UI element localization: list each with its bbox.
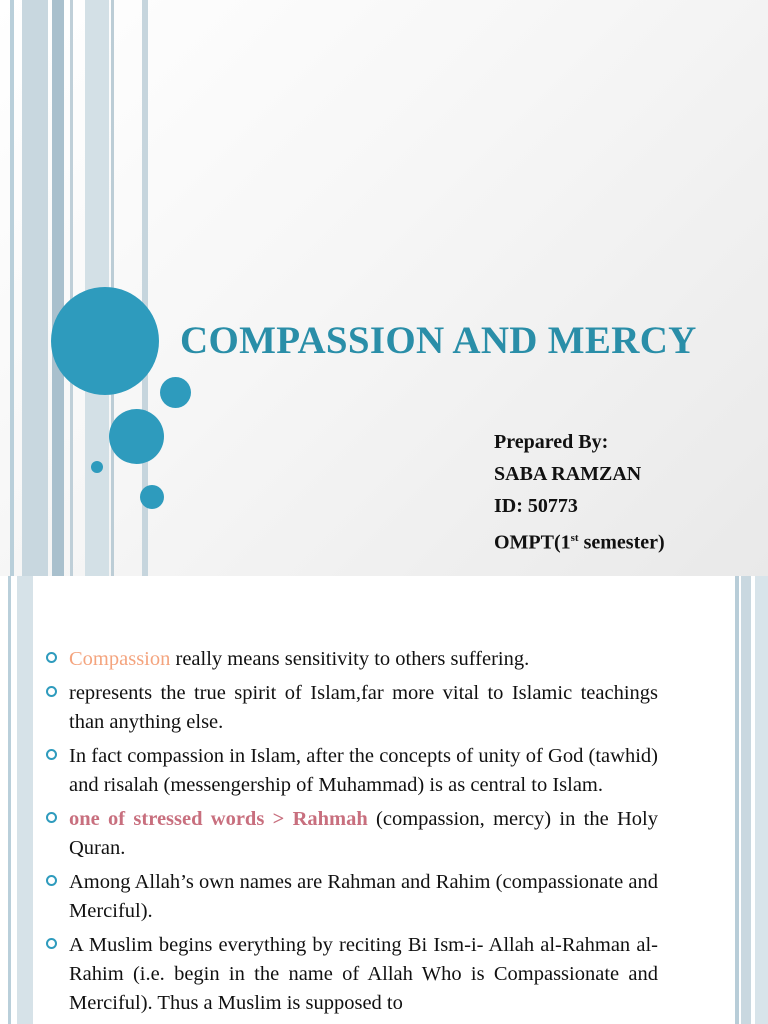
slide-title: COMPASSION AND MERCY bbox=[180, 319, 697, 362]
bullet-circle-icon bbox=[46, 938, 57, 949]
list-item: Compassion really means sensitivity to others suffering. bbox=[46, 645, 658, 674]
list-item: one of stressed words > Rahmah (compassion, mercy) in the Holy Quran. bbox=[46, 805, 658, 863]
decor-circle-large bbox=[51, 287, 159, 395]
bullet-circle-icon bbox=[46, 875, 57, 886]
decor-stripe bbox=[17, 576, 33, 1024]
bullet-circle-icon bbox=[46, 652, 57, 663]
decor-circle-small bbox=[160, 377, 191, 408]
highlight-term: Compassion bbox=[69, 648, 171, 670]
author-block bbox=[494, 426, 665, 554]
author-name: SABA RAMZAN bbox=[494, 463, 642, 485]
list-item: Among Allah’s own names are Rahman and Rahim (compassionate and Merciful). bbox=[46, 868, 658, 926]
content-slide bbox=[0, 576, 768, 1024]
decor-stripe bbox=[22, 0, 48, 576]
highlight-term: one of stressed words > Rahmah bbox=[69, 808, 368, 830]
list-item: A Muslim begins everything by reciting Bi Ism-i- Allah al-Rahman al-Rahim (i.e. begin in the name of Allah Who is Compassionate and Merciful). Thus a Muslim is supposed to bbox=[46, 931, 658, 1018]
decor-stripe bbox=[70, 0, 73, 576]
decor-circle-small bbox=[140, 485, 164, 509]
decor-stripe bbox=[10, 0, 14, 576]
author-id: ID: 50773 bbox=[494, 495, 578, 517]
bullet-circle-icon bbox=[46, 686, 57, 697]
decor-stripe bbox=[8, 576, 11, 1024]
decor-circle-tiny bbox=[91, 461, 103, 473]
decor-stripe bbox=[755, 576, 768, 1024]
decor-stripe bbox=[741, 576, 751, 1024]
decor-stripe bbox=[52, 0, 64, 576]
decor-circle-medium bbox=[109, 409, 164, 464]
prepared-by-label: Prepared By: bbox=[494, 431, 609, 453]
decor-stripe bbox=[735, 576, 739, 1024]
bullet-circle-icon bbox=[46, 749, 57, 760]
author-program: OMPT(1st semester) bbox=[494, 531, 665, 554]
list-item: represents the true spirit of Islam,far more vital to Islamic teachings than anything else. bbox=[46, 679, 658, 737]
list-item: In fact compassion in Islam, after the concepts of unity of God (tawhid) and risalah (messengership of Muhammad) is as central to Islam. bbox=[46, 742, 658, 800]
bullet-list bbox=[46, 645, 658, 1023]
bullet-circle-icon bbox=[46, 812, 57, 823]
